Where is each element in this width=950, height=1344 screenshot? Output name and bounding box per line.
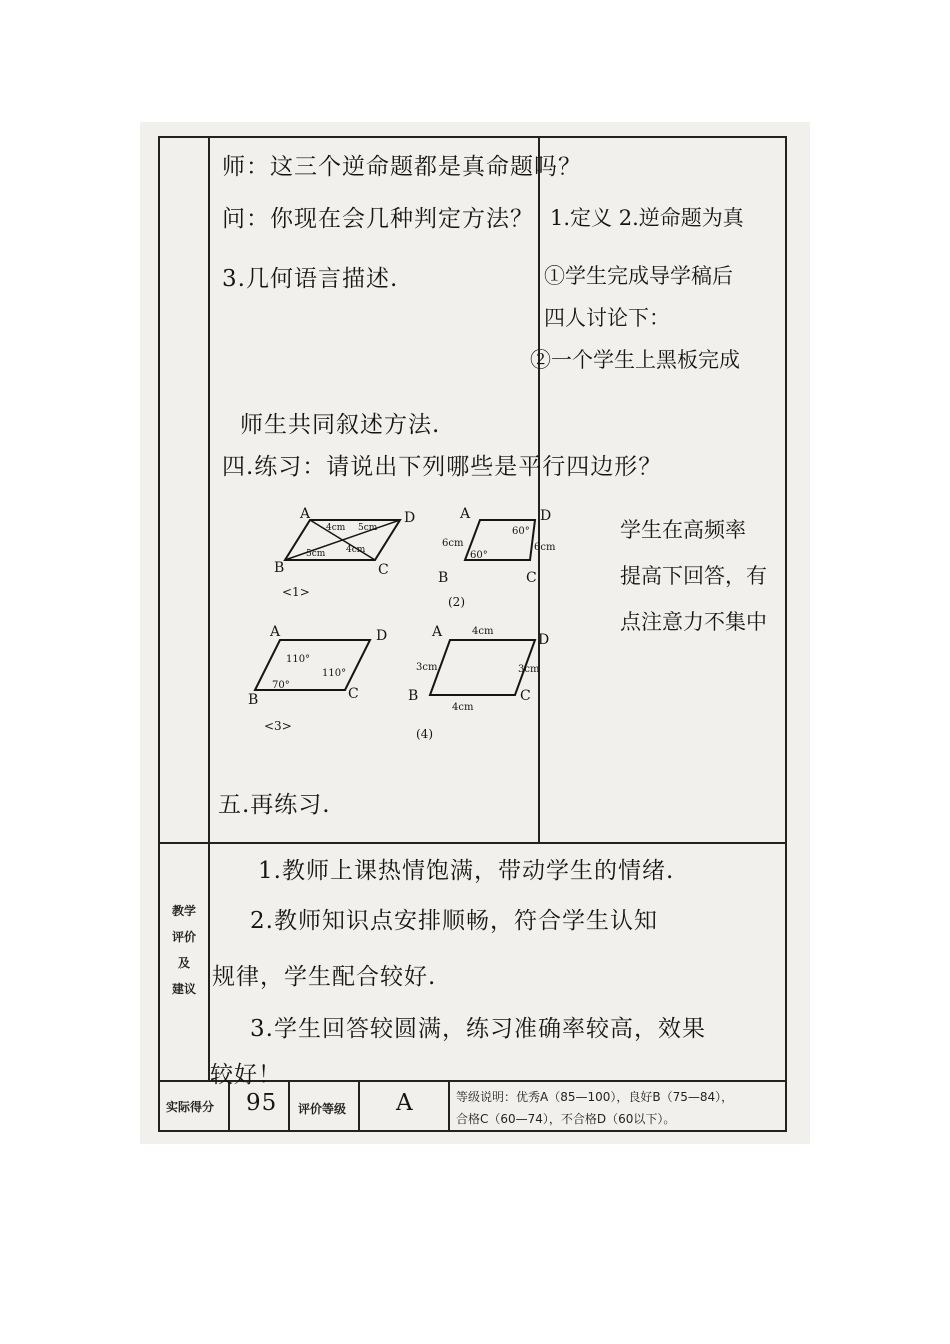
evaluation-label <box>162 898 206 1002</box>
evaluation-sheet <box>140 122 810 1144</box>
fig2-label-b: B <box>438 570 449 586</box>
fig1-label-c: C <box>378 562 389 578</box>
figure-2 <box>438 506 556 609</box>
evaluation-line-5: 较好！ <box>210 1062 282 1088</box>
fig1-len-1: 4cm <box>326 523 346 533</box>
evaluation-label-line-1: 教学 <box>171 904 196 918</box>
fig2-len-2: 6cm <box>534 542 556 553</box>
fig3-label-c: C <box>348 686 359 702</box>
lesson-line-2-right: 1.定义 2.逆命题为真 <box>550 206 744 230</box>
lesson-line-1: 师：这三个逆命题都是真命题吗？ <box>222 154 582 180</box>
lesson-line-4: 师生共同叙述方法. <box>240 412 441 438</box>
evaluation-line-3: 规律，学生配合较好. <box>212 964 437 990</box>
score-label: 实际得分 <box>166 1100 215 1114</box>
evaluation-line-1: 1.教师上课热情饱满，带动学生的情绪. <box>258 858 675 884</box>
fig3-label-d: D <box>376 628 388 644</box>
fig1-len-4: 4cm <box>346 545 366 555</box>
lesson-line-3: 3.几何语言描述. <box>222 266 399 292</box>
fig1-label-a: A <box>300 506 311 522</box>
evaluation-line-4: 3.学生回答较圆满，练习准确率较高，效果 <box>250 1016 706 1042</box>
frame-left <box>158 136 160 1131</box>
lesson-line-5: 四.练习：请说出下列哪些是平行四边形？ <box>222 454 663 480</box>
frame-top <box>158 136 787 138</box>
fig4-caption: (4) <box>416 727 433 741</box>
fig2-caption: (2) <box>448 595 465 609</box>
fig1-len-2: 5cm <box>358 523 378 533</box>
footer-cell-4 <box>448 1080 450 1130</box>
fig4-len-left: 3cm <box>416 662 438 673</box>
student-note-3: ②一个学生上黑板完成 <box>530 348 740 372</box>
fig2-label-a: A <box>460 506 471 522</box>
fig3-caption: <3> <box>264 719 292 733</box>
evaluation-label-line-3: 及 <box>177 956 190 970</box>
fig3-angle-2: 70° <box>272 680 290 691</box>
frame-bottom <box>158 1130 787 1132</box>
fig3-angle-1: 110° <box>286 654 311 665</box>
footer-cell-2 <box>288 1080 290 1130</box>
fig3-label-a: A <box>270 624 281 640</box>
evaluation-label-line-4: 建议 <box>171 982 196 996</box>
fig2-label-c: C <box>526 570 537 586</box>
lesson-line-2: 问：你现在会几种判定方法？ <box>222 206 534 232</box>
figure-1 <box>274 506 415 599</box>
fig2-angle-2: 60° <box>512 526 530 537</box>
fig4-label-a: A <box>432 624 443 640</box>
lesson-line-6: 五.再练习. <box>218 792 331 818</box>
parallelogram-figures <box>240 500 560 750</box>
fig4-label-c: C <box>520 688 531 704</box>
fig1-caption: <1> <box>282 585 310 599</box>
fig4-len-bottom: 4cm <box>452 702 474 713</box>
grade-value: A <box>396 1090 414 1116</box>
column-divider-left <box>208 136 210 1080</box>
grade-label: 评价等级 <box>298 1102 347 1116</box>
student-note-5: 提高下回答，有 <box>620 564 767 588</box>
student-note-1: ①学生完成导学稿后 <box>544 264 733 288</box>
fig4-len-right: 3cm <box>518 664 540 675</box>
fig1-label-b: B <box>274 560 285 576</box>
evaluation-line-2: 2.教师知识点安排顺畅，符合学生认知 <box>250 908 658 934</box>
fig2-label-d: D <box>540 508 552 524</box>
fig1-len-3: 5cm <box>306 549 326 559</box>
student-note-2: 四人讨论下： <box>544 306 670 330</box>
section-divider <box>158 842 787 844</box>
evaluation-label-line-2: 评价 <box>171 930 196 944</box>
fig4-label-d: D <box>538 632 550 648</box>
grade-note-2: 合格C（60—74），不合格D（60以下）。 <box>456 1112 676 1126</box>
footer-cell-3 <box>358 1080 360 1130</box>
figure-3 <box>248 624 387 733</box>
student-note-4: 学生在高频率 <box>620 518 746 542</box>
score-value: 95 <box>246 1090 278 1116</box>
student-note-6: 点注意力不集中 <box>620 610 767 634</box>
fig4-label-b: B <box>408 688 419 704</box>
grade-note-1: 等级说明：优秀A（85—100），良好B（75—84）， <box>456 1090 734 1104</box>
fig1-label-d: D <box>404 510 416 526</box>
fig2-angle-1: 60° <box>470 550 488 561</box>
figure-4 <box>408 624 549 741</box>
fig3-label-b: B <box>248 692 259 708</box>
fig2-len-1: 6cm <box>442 538 464 549</box>
frame-right <box>785 136 787 1131</box>
fig4-len-top: 4cm <box>472 626 494 637</box>
fig3-angle-3: 110° <box>322 668 347 679</box>
